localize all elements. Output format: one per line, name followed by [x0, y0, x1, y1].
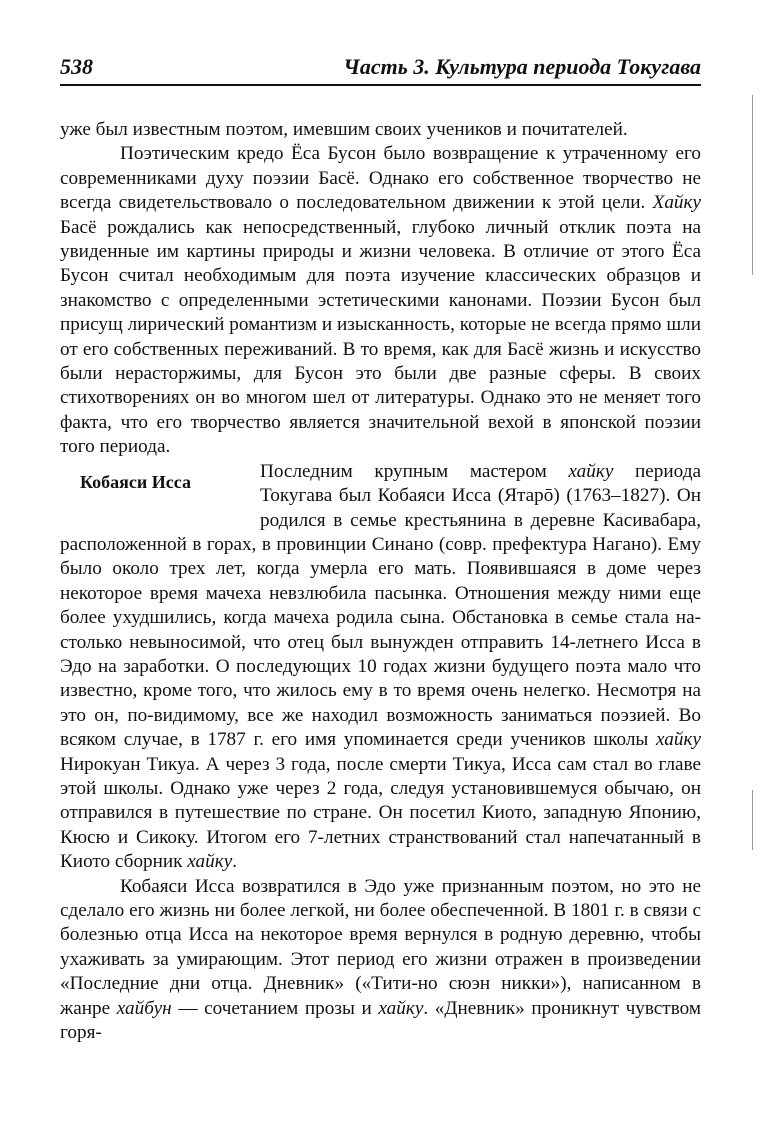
italic-term: хайку	[568, 460, 614, 482]
running-title: Часть 3. Культура периода Токугава	[343, 54, 701, 79]
sidehead-title: Кобаяси Исса	[80, 471, 191, 492]
section-sidehead	[60, 460, 260, 533]
paragraph-text: . «Дневник» проникнут чувством горя-	[60, 997, 701, 1044]
paragraph-continued: уже был известным поэтом, имевшим своих учеников и почитателей.	[60, 119, 628, 140]
italic-term: Хайку	[652, 192, 701, 214]
paragraph-text: периода Токугава был Кобаяси Исса (Ятарō) (1763–1827). Он родился в семье крестьянина в деревне Касивабара, расположенной в горах, в провинции Синано (совр. префектура Нагано). Ему было около трех лет, когда умерла его мать. Появившаяся в доме через некоторое время мачеха невзлюбила пасынка. Отношения между ними еще более ухудшились, когда мачеха родила сына. Обстановка в семье стала настолько невыносимой, что отец был вынужден отправить 14-летнего Исса в Эдо на заработки. О последующих 10 годах жизни будущего поэта мало что известно, кроме того, что жилось ему в то время очень нелегко. Несмотря на это он, по-видимому, все же находил возможность заниматься поэзией. Во всяком случае, в 1787 г. его имя упоминается среди учеников школы	[60, 460, 701, 751]
italic-term: хайку	[378, 997, 424, 1019]
scan-edge-mark-lower	[752, 790, 753, 850]
paragraph-text: Кобаяси Исса возвратился в Эдо уже признанным поэтом, но это не сделало его жизнь ни более легкой, ни более обеспеченной. В 1801 г. в связи с болезнью отца Исса на некоторое время вернулся в родную деревню, чтобы ухаживать за умирающим. Этот период его жизни отражен в произведении «Последние дни отца. Дневник» («Тити-но сюэн никки»), написанном в жанре	[60, 875, 701, 1019]
italic-term: хайку	[656, 729, 701, 751]
paragraph-buson	[60, 142, 701, 459]
paragraph-text: — сочетанием прозы и	[171, 997, 379, 1019]
italic-term: хайбун	[116, 997, 172, 1019]
paragraph-text: Нирокуан Тикуа. А через 3 года, после смерти Тикуа, Исса сам стал во главе этой школы. Однако уже через 2 года, следуя установившемуся обычаю, он отправился в путешествие по стране. Он посетил Киото, западную Японию, Кюсю и Сикоку. Итогом его 7-летних странствований стал напечатанный в Киото сборник	[60, 753, 701, 873]
paragraph-text: Басё рождались как непосредственный, глубоко личный отклик поэта на увиденные им картины природы и жизни человека. В отличие от этого Ёса Бусон считал необходимым для поэта изучение классических образцов и знакомство с определенными эстетическими канонами. Поэзии Бусон был присущ лирический романтизм и изысканность, которые не всегда прямо шли от его собственных переживаний. В то время, как для Басё жизнь и искусство были нерасторжимы, для Бусон это были две разные сферы. В своих стихотворениях он во многом шел от литературы. Однако это не меняет того факта, что его творчество является значительной вехой в японской поэзии того периода.	[60, 216, 701, 458]
paragraph-text: Последним крупным мастером	[260, 460, 569, 482]
page-number: 538	[60, 54, 93, 79]
italic-term: хайку	[187, 851, 233, 873]
body-text	[60, 118, 701, 1045]
paragraph-return-edo	[60, 875, 701, 1046]
page-header	[60, 50, 701, 86]
scan-edge-mark	[752, 95, 753, 275]
paragraph-text: .	[232, 851, 238, 873]
paragraph-text: Поэтическим кредо Ёса Бусон было возвращение к утраченному его современниками духу поэзии Басё. Однако его собственное творчество не всегда свидетельствовало о последовательном движении к этой цели.	[60, 143, 701, 214]
